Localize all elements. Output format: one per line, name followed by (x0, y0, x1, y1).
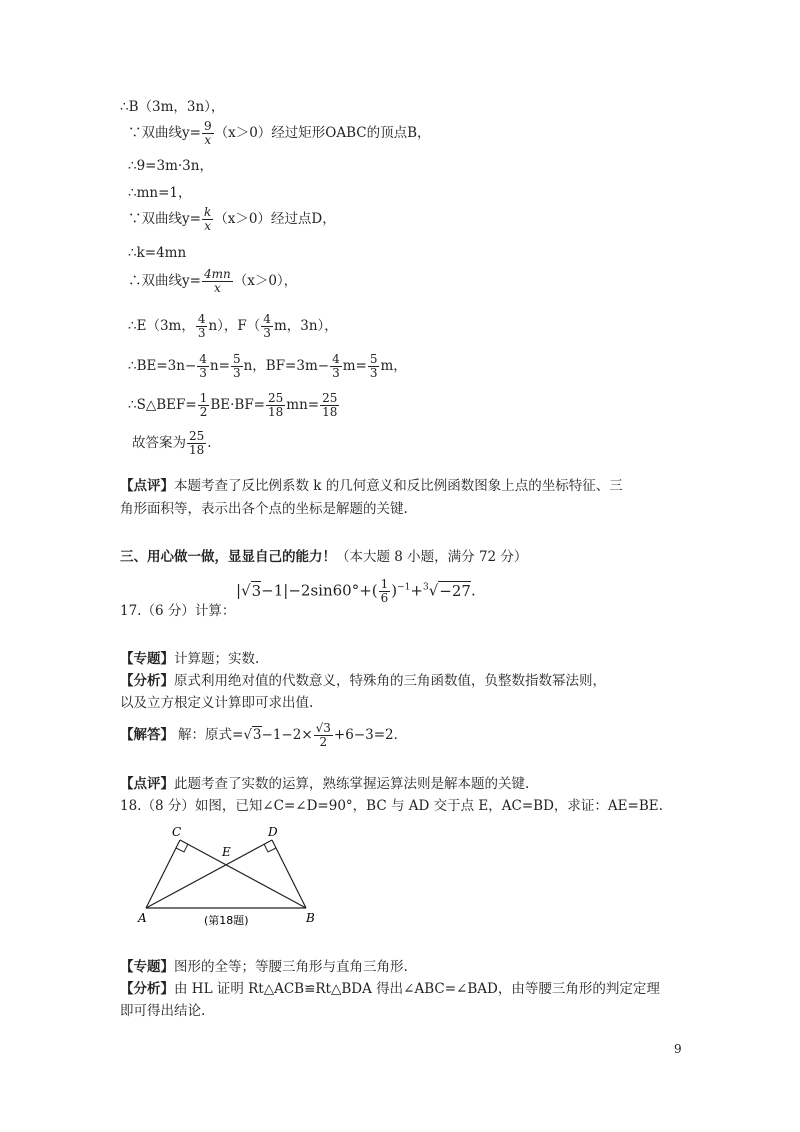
proof-line-4: ∴mn=1， (128, 185, 192, 201)
fraction: $\frac{25}{18}$ (322, 391, 338, 419)
proof-text: . (207, 435, 212, 451)
proof-text: ∴E（3m， (128, 318, 195, 334)
section-title: 三、用心做一做，显显自己的能力！ (120, 549, 336, 565)
q17-comment: 【点评】此题考查了实数的运算，熟练掌握运算法则是解本题的关键. (120, 776, 530, 792)
analysis-tag: 【分析】 (120, 981, 174, 997)
fraction: $\frac{4}{3}$ (199, 352, 207, 380)
proof-text: ∴BE=3n− (128, 358, 197, 374)
fraction: $\frac{√3}{2}$ (315, 721, 331, 749)
proof-text: n，BF=3m− (243, 358, 330, 374)
fraction: $\frac{1}{2}$ (199, 391, 208, 419)
proof-line-2 (128, 120, 431, 147)
proof-line-1: ∴B（3m，3n）， (120, 99, 225, 115)
proof-line-9 (128, 353, 407, 380)
proof-text: m， (380, 358, 407, 374)
fraction: $\frac{5}{3}$ (369, 352, 378, 380)
line-db (272, 840, 306, 908)
proof-text: m，3n）， (273, 318, 338, 334)
topic-tag: 【专题】 (120, 651, 174, 667)
proof-line-11 (132, 430, 212, 457)
fraction: $\frac{5}{3}$ (232, 352, 241, 380)
line-cb (180, 840, 306, 908)
q18-figure (130, 820, 330, 932)
q18-label: 18.（8 分）如图，已知∠C=∠D=90°，BC 与 AD 交于点 E，AC=BD，求证：AE=BE. (120, 798, 663, 814)
q18-analysis-2: 即可得出结论. (120, 1003, 206, 1019)
q18-topic: 【专题】图形的全等；等腰三角形与直角三角形. (120, 959, 408, 975)
topic-tag: 【专题】 (120, 959, 174, 975)
fraction: $\frac{25}{18}$ (189, 429, 205, 457)
comment-line-2: 角形面积等，表示出各个点的坐标是解题的关键. (120, 501, 408, 517)
proof-line-7 (128, 268, 297, 295)
proof-text: （x＞0）， (233, 273, 298, 289)
label-c: C (172, 825, 182, 839)
line-ad (146, 840, 272, 908)
fraction: $\frac{25}{18}$ (268, 391, 284, 419)
proof-text: （x＞0）经过点D， (214, 211, 336, 227)
label-d: D (268, 825, 278, 839)
fraction: $\frac{4}{3}$ (332, 352, 340, 380)
q17-analysis-2: 以及立方根定义计算即可求出值. (120, 695, 314, 711)
answer-tag: 【解答】 (120, 727, 174, 743)
fraction: $\frac{k}{x}$ (203, 205, 212, 233)
proof-text: ∴双曲线y= (128, 273, 201, 289)
q17-label: 17.（6 分）计算： (120, 603, 236, 619)
proof-text: BE·BF= (210, 397, 265, 413)
section-heading (120, 548, 527, 566)
proof-text: n= (209, 358, 230, 374)
proof-text: ∵双曲线y= (128, 125, 201, 141)
proof-line-3: ∴9=3m·3n， (128, 158, 213, 174)
q18-analysis-1: 【分析】由 HL 证明 Rt△ACB≌Rt△BDA 得出∠ABC=∠BAD，由等腰三角形的判定定理 (120, 981, 660, 997)
proof-text: n），F（ (208, 318, 261, 334)
fraction: $\frac{1}{6}$ (380, 577, 389, 605)
comment-text: 本题考查了反比例系数 k 的几何意义和反比例函数图象上点的坐标特征、三 (174, 478, 623, 494)
comment-line-1 (120, 477, 623, 495)
line-ac (146, 840, 180, 908)
q17-answer: 【解答】 解：原式=√3−1−2× $\frac{√3}{2}$ +6−3=2． (120, 721, 408, 749)
fraction: $\frac{9}{x}$ (203, 119, 212, 147)
fraction: $\frac{4mn}{x}$ (203, 267, 231, 295)
proof-text: ∴S△BEF= (128, 397, 197, 413)
q17-topic: 【专题】计算题；实数. (120, 651, 260, 667)
proof-text: m= (342, 358, 367, 374)
proof-text: （x＞0）经过矩形OABC的顶点B， (214, 125, 431, 141)
fraction: $\frac{4}{3}$ (197, 312, 206, 340)
comment-tag: 【点评】 (120, 776, 174, 792)
proof-text: ∵双曲线y= (128, 211, 201, 227)
proof-line-5 (128, 206, 336, 233)
figure-caption: (第18题) (204, 914, 249, 927)
analysis-tag: 【分析】 (120, 673, 174, 689)
fraction: $\frac{4}{3}$ (263, 312, 271, 340)
q17-analysis-1: 【分析】原式利用绝对值的代数意义，特殊角的三角函数值，负整数指数幂法则， (120, 673, 606, 689)
section-note: （本大题 8 小题，满分 72 分） (336, 549, 528, 565)
label-b: B (306, 911, 315, 925)
label-a: A (138, 911, 147, 925)
proof-line-8 (128, 313, 338, 340)
q17-formula: |√3−1|−2sin60°+( $\frac{1}{6}$ )$^{-1}$+$^3$√−27. (236, 577, 476, 605)
proof-text: 故答案为 (132, 435, 186, 451)
comment-tag: 【点评】 (120, 478, 174, 494)
page-number: 9 (674, 1042, 682, 1056)
proof-line-6: ∴k=4mn (128, 245, 187, 261)
proof-line-10 (128, 392, 340, 419)
label-e: E (222, 845, 231, 859)
proof-text: mn= (286, 397, 320, 413)
